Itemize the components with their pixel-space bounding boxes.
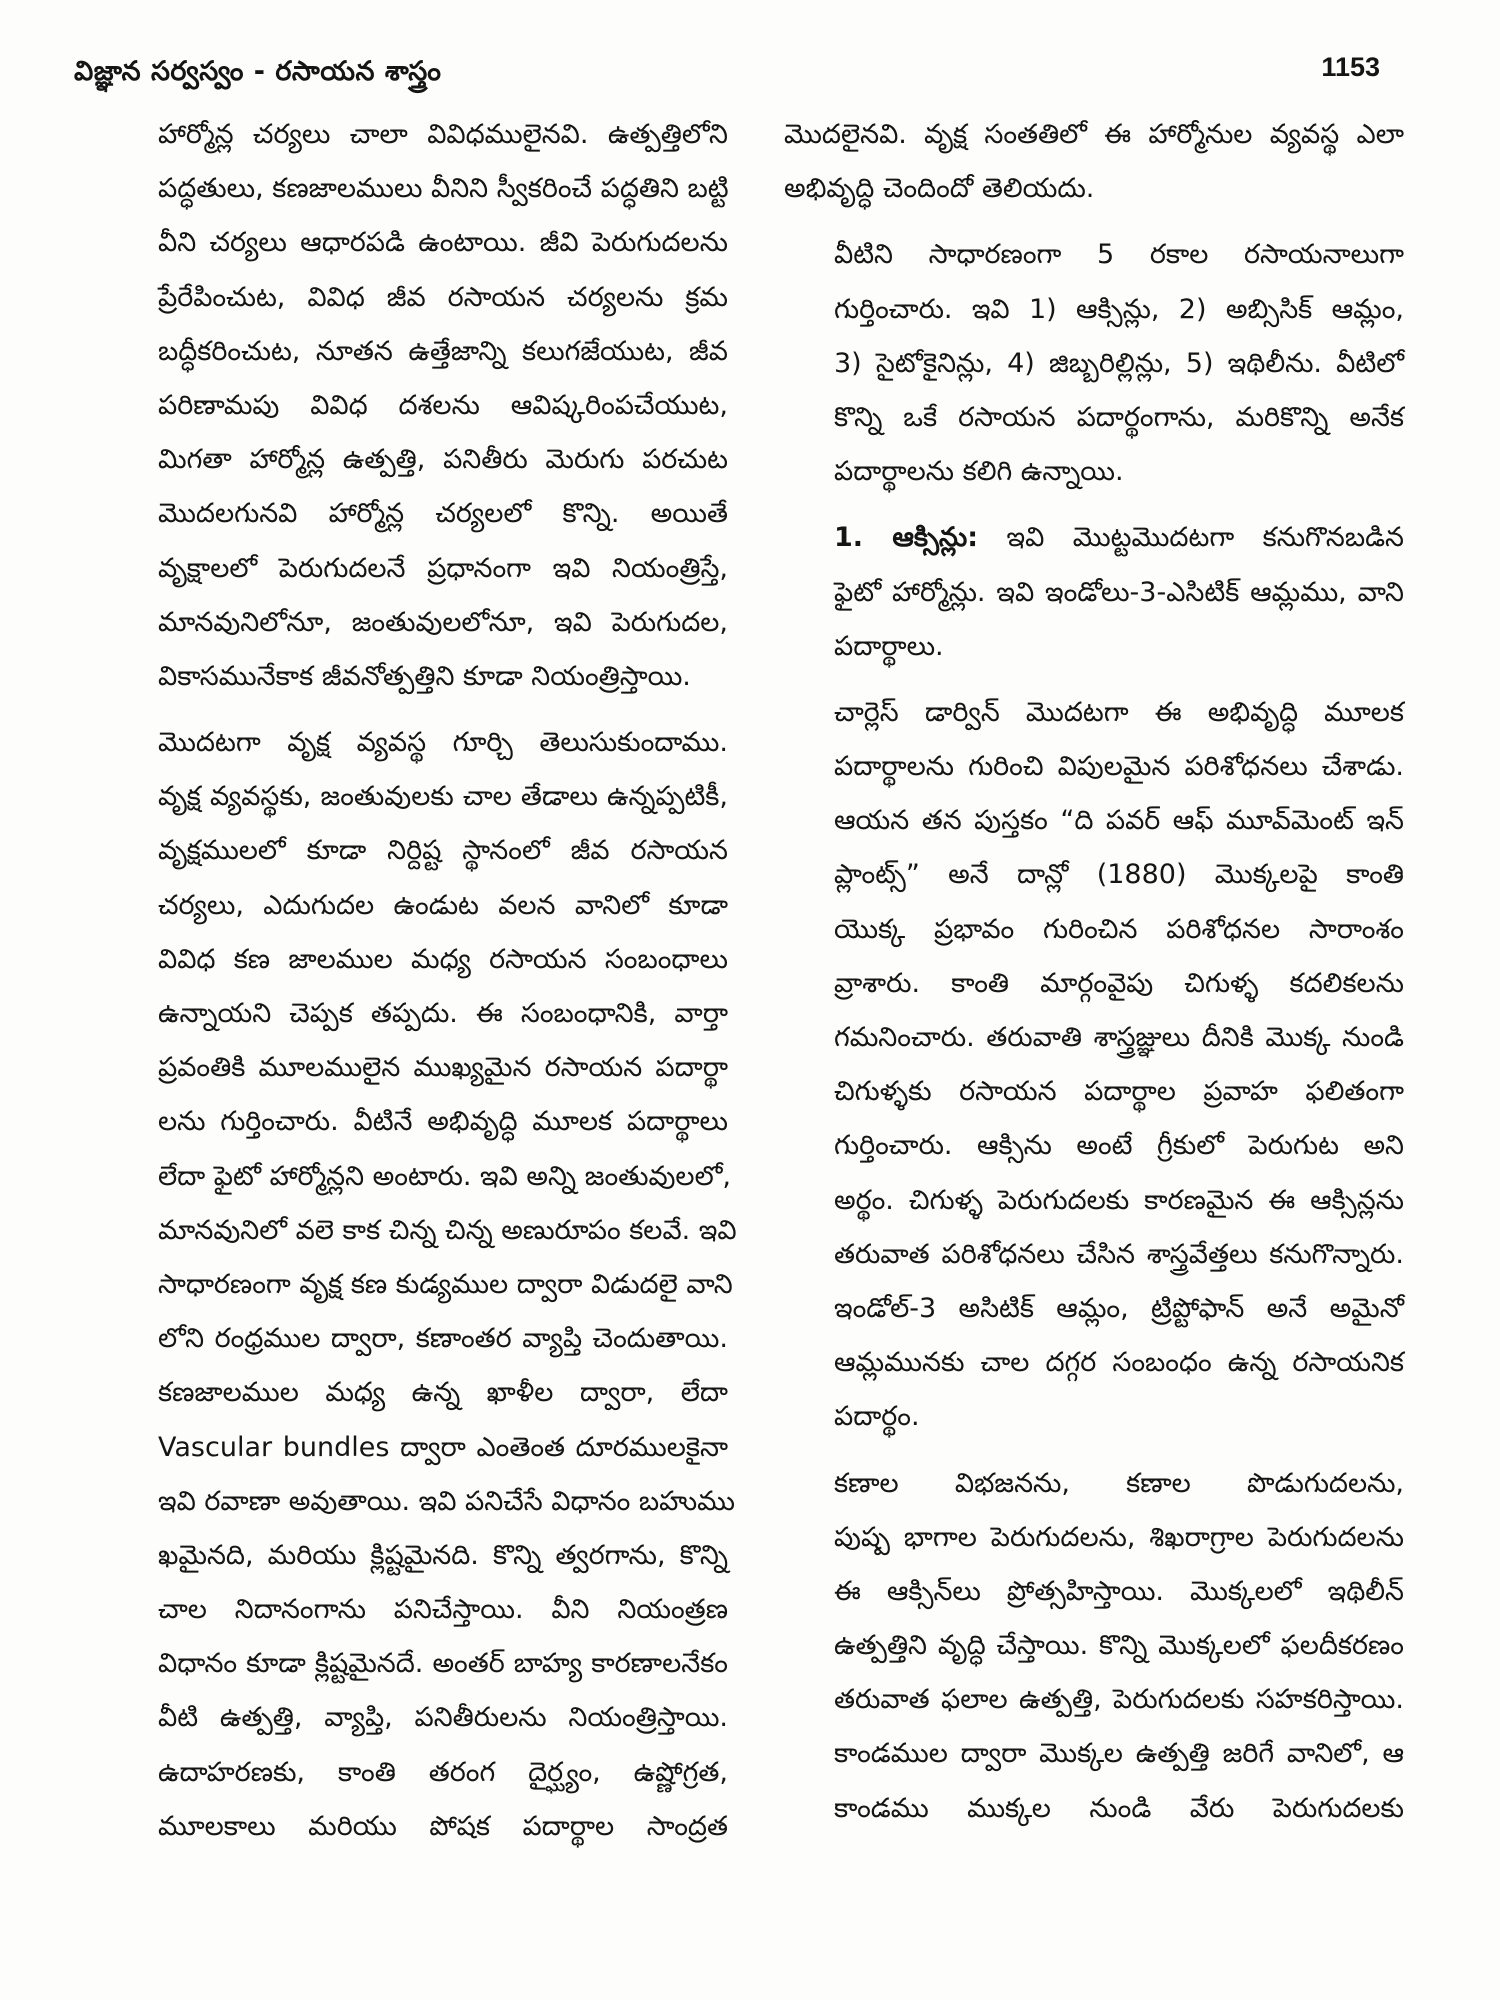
text-line: వృక్ష వ్యవస్థకు, జంతువులకు చాల తేడాలు ఉన్నప్పటికీ, <box>158 781 728 813</box>
paragraph <box>784 228 1404 499</box>
left-column <box>108 108 737 1866</box>
text-line: యొక్క ప్రభావం గురించిన పరిశోధనల సారాంశం <box>834 913 1404 945</box>
text-line: లోని రంధ్రముల ద్వారా, కణాంతర వ్యాప్తి చెందుతాయి. <box>158 1323 728 1355</box>
text-line: ఈ ఆక్సిన్‌లు ప్రోత్సహిస్తాయి. మొక్కలలో ఇథిలీన్ <box>834 1575 1404 1607</box>
text-line: బద్ధీకరించుట, నూతన ఉత్తేజాన్ని కలుగజేయుట, జీవ <box>158 335 728 367</box>
text-line: ఉదాహరణకు, కాంతి తరంగ దైర్ఘ్యం, ఉష్ణోగ్రత, <box>158 1756 728 1788</box>
text-line: మొదటగా వృక్ష వ్యవస్థ గూర్చి తెలుసుకుందాము. <box>158 727 728 759</box>
text-line: తరువాత పరిశోధనలు చేసిన శాస్త్రవేత్తలు కనుగొన్నారు. <box>834 1238 1404 1270</box>
text-line: పదార్థం. <box>834 1401 920 1433</box>
text-line: అభివృద్ధి చెందిందో తెలియదు. <box>784 173 1095 205</box>
text-line: చర్యలు, ఎదుగుదల ఉండుట వలన వానిలో కూడా <box>158 889 728 921</box>
text-line: కాండము ముక్కల నుండి వేరు పెరుగుదలకు <box>834 1792 1404 1824</box>
text-line: వీటి ఉత్పత్తి, వ్యాప్తి, పనితీరులను నియంత్రిస్తాయి. <box>158 1702 728 1734</box>
paragraph <box>784 1457 1404 1836</box>
text-line: 3) సైటోకైనిన్లు, 4) జిబ్బరిల్లిన్లు, 5) ఇథిలీను. వీటిలో <box>834 347 1404 379</box>
text-line: ప్లాంట్స్” అనే దాన్లో (1880) మొక్కలపై కాంతి <box>834 859 1404 891</box>
text-line: ఆయన తన పుస్తకం “ది పవర్ ఆఫ్ మూవ్‌మెంట్ ఇన్ <box>834 805 1404 837</box>
page-number: 1153 <box>1321 52 1380 82</box>
text-line: ఫైటో హార్మోన్లు. ఇవి ఇండోలు-3-ఎసిటిక్ ఆమ్లము, వాని <box>834 576 1404 608</box>
text-line: Vascular bundles ద్వారా ఎంతెంత దూరములకైనా <box>158 1431 728 1463</box>
text-line: వృక్షములలో కూడా నిర్దిష్ట స్థానంలో జీవ రసాయన <box>158 835 728 867</box>
text-line: వీని చర్యలు ఆధారపడి ఉంటాయి. జీవి పెరుగుదలను <box>158 227 728 259</box>
text-line <box>784 511 1404 565</box>
paragraph <box>108 108 728 704</box>
text-line: గుర్తించారు. ఆక్సిను అంటే గ్రీకులో పెరుగుట అని <box>834 1130 1404 1162</box>
text-line: గమనించారు. తరువాతి శాస్త్రజ్ఞులు దీనికి మొక్క నుండి <box>834 1022 1404 1053</box>
text-line: ఉన్నాయని చెప్పక తప్పదు. ఈ సంబంధానికి, వార్తా <box>158 998 728 1029</box>
text-line: ప్రవంతికి మూలములైన ముఖ్యమైన రసాయన పదార్థా <box>158 1052 728 1084</box>
paragraph-auxins <box>784 511 1404 674</box>
text-fragment: ఇవి మొట్టమొదటగా కనుగొనబడిన <box>1006 522 1405 554</box>
text-line: సాధారణంగా వృక్ష కణ కుడ్యముల ద్వారా విడుదలై వాని <box>158 1268 733 1300</box>
text-line: కణాల విభజనను, కణాల పొడుగుదలను, <box>834 1467 1404 1499</box>
text-line: ఆమ్లమునకు చాల దగ్గర సంబంధం ఉన్న రసాయనిక <box>834 1347 1404 1379</box>
text-line: ఇండోల్-3 అసిటిక్ ఆమ్లం, ట్రిప్టోఫాన్ అనే అమైనో <box>834 1292 1404 1324</box>
text-line: పదార్థాలను కలిగి ఉన్నాయి. <box>834 456 1124 488</box>
text-line: అర్థం. చిగుళ్ళ పెరుగుదలకు కారణమైన ఈ ఆక్సిన్లను <box>834 1184 1404 1216</box>
text-line: మిగతా హార్మోన్ల ఉత్పత్తి, పనితీరు మెరుగు పరచుట <box>158 444 728 476</box>
text-line: చార్లెస్ డార్విన్ మొదటగా ఈ అభివృద్ధి మూలక <box>834 696 1404 728</box>
text-line: చిగుళ్ళకు రసాయన పదార్థాల ప్రవాహ ఫలితంగా <box>834 1076 1404 1108</box>
text-line: లేదా ఫైటో హార్మోన్లని అంటారు. ఇవి అన్ని జంతువులలో, <box>158 1160 731 1192</box>
text-line: చాల నిదానంగాను పనిచేస్తాయి. వీని నియంత్రణ <box>158 1594 728 1626</box>
paragraph <box>108 716 737 1854</box>
right-column <box>784 108 1404 1848</box>
text-line: పదార్థాలను గురించి విపులమైన పరిశోధనలు చేశాడు. <box>834 751 1404 783</box>
text-line: వ్రాశారు. కాంతి మార్గంవైపు చిగుళ్ళ కదలికలను <box>834 967 1404 999</box>
text-line: పుష్ప భాగాల పెరుగుదలను, శిఖరాగ్రాల పెరుగుదలను <box>834 1521 1404 1553</box>
paragraph <box>784 686 1404 1445</box>
text-line: హార్మోన్ల చర్యలు చాలా వివిధములైనవి. ఉత్పత్తిలోని <box>158 119 728 150</box>
text-line: మూలకాలు మరియు పోషక పదార్థాల సాంద్రత <box>158 1810 728 1842</box>
text-line: ఉత్పత్తిని వృద్ధి చేస్తాయి. కొన్ని మొక్కలలో ఫలదీకరణం <box>834 1630 1404 1662</box>
text-line: ఇవి రవాణా అవుతాయి. ఇవి పనిచేసే విధానం బహుము <box>158 1485 735 1517</box>
text-line: కొన్ని ఒకే రసాయన పదార్థంగాను, మరికొన్ని అనేక <box>834 401 1404 433</box>
paragraph <box>784 108 1404 216</box>
running-title: విజ్ఞాన సర్వస్వం - రసాయన శాస్త్రం <box>74 56 442 87</box>
text-line: గుర్తించారు. ఇవి 1) ఆక్సిన్లు, 2) అబ్సిసిక్ ఆమ్లం, <box>834 293 1404 325</box>
text-line: వివిధ కణ జాలముల మధ్య రసాయన సంబంధాలు <box>158 943 728 975</box>
text-line: లను గుర్తించారు. వీటినే అభివృద్ధి మూలక పదార్థాలు <box>158 1106 728 1138</box>
text-line: పరిణామపు వివిధ దశలను ఆవిష్కరింపచేయుట, <box>158 389 728 421</box>
text-line: పదార్థాలు. <box>834 630 944 662</box>
text-line: మొదలగునవి హార్మోన్ల చర్యలలో కొన్ని. అయితే <box>158 498 728 530</box>
text-line: తరువాత ఫలాల ఉత్పత్తి, పెరుగుదలకు సహకరిస్తాయి. <box>834 1684 1404 1716</box>
text-line: వికాసమునేకాక జీవనోత్పత్తిని కూడా నియంత్రిస్తాయి. <box>158 660 691 692</box>
text-line: వృక్షాలలో పెరుగుదలనే ప్రధానంగా ఇవి నియంత్రిస్తే, <box>158 552 728 584</box>
text-line: ఖమైనది, మరియు క్లిష్టమైనది. కొన్ని త్వరగాను, కొన్ని <box>158 1539 728 1571</box>
text-line: విధానం కూడా క్లిష్టమైనదే. అంతర్ బాహ్య కారణాలనేకం <box>158 1648 728 1680</box>
text-line: మానవునిలో వలె కాక చిన్న చిన్న అణురూపం కలవే. ఇవి <box>158 1214 737 1246</box>
text-line: వీటిని సాధారణంగా 5 రకాల రసాయనాలుగా <box>834 239 1404 271</box>
text-line: కాండముల ద్వారా మొక్కల ఉత్పత్తి జరిగే వానిలో, ఆ <box>834 1738 1404 1770</box>
text-line: పద్ధతులు, కణజాలములు వీనిని స్వీకరించే పద్ధతిని బట్టి <box>158 173 729 205</box>
subheading-auxins: 1. ఆక్సిన్లు: <box>834 522 979 554</box>
text-line: మొదలైనవి. వృక్ష సంతతిలో ఈ హార్మోనుల వ్యవస్థ ఎలా <box>784 119 1404 150</box>
text-line: మానవునిలోనూ, జంతువులలోనూ, ఇవి పెరుగుదల, <box>158 606 728 638</box>
text-line: కణజాలముల మధ్య ఉన్న ఖాళీల ద్వారా, లేదా <box>158 1377 728 1409</box>
text-line: ప్రేరేపించుట, వివిధ జీవ రసాయన చర్యలను క్రమ <box>158 281 728 313</box>
